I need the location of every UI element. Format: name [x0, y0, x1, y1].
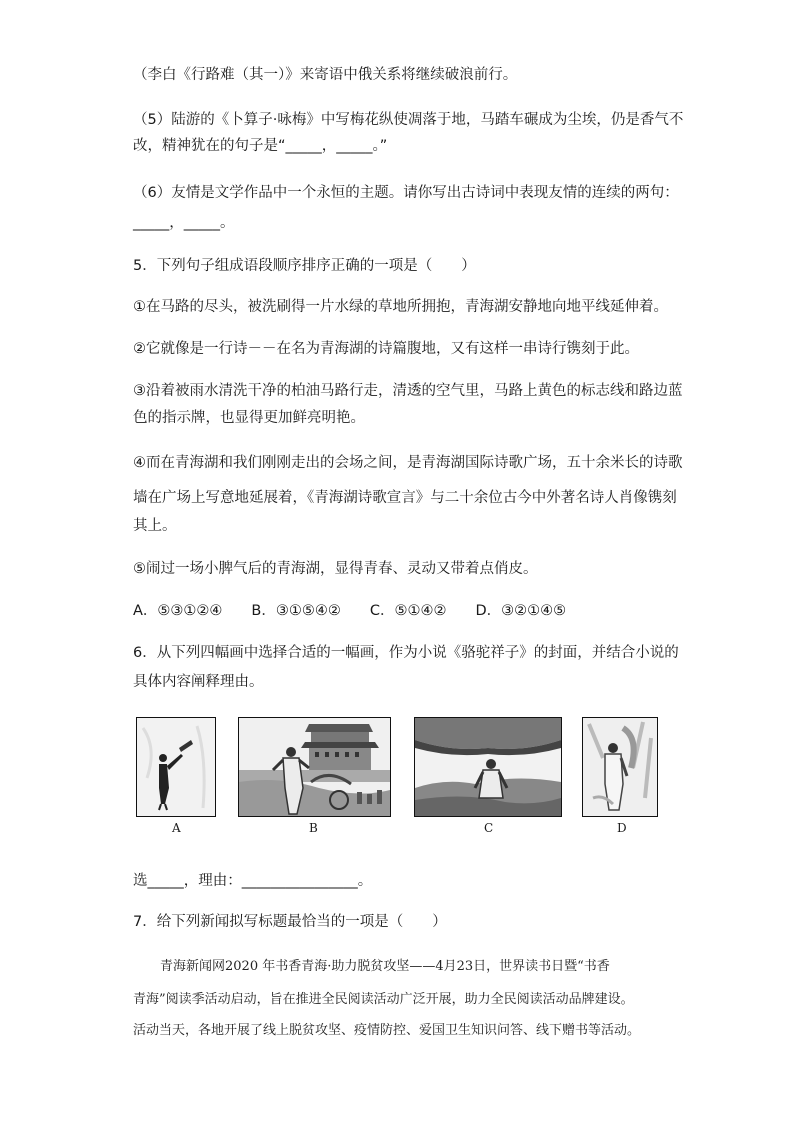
q5-options: A．⑤③①②④ B．③①⑤④② C．⑤①④② D．③②①④⑤ — [133, 603, 567, 619]
picture-c — [414, 717, 562, 817]
q4-6-line-2: _____，_____。 — [133, 215, 235, 231]
q5-sentence-4-line-3: 其上。 — [133, 518, 177, 534]
news-line-3: 活动当天，各地开展了线上脱贫攻坚、疫情防控、爱国卫生知识问答、线下赠书等活动。 — [133, 1023, 641, 1038]
q4-6-line-1: （6）友情是文学作品中一个永恒的主题。请你写出古诗词中表现友情的连续的两句： — [133, 185, 679, 201]
q6-stem-line-2: 具体内容阐释理由。 — [133, 674, 264, 690]
picture-a — [136, 717, 216, 817]
q5-sentence-4-line-1: ④而在青海湖和我们刚刚走出的会场之间，是青海湖国际诗歌广场，五十余米长的诗歌 — [133, 455, 683, 471]
q5-sentence-3-line-1: ③沿着被雨水清洗干净的柏油马路行走，清透的空气里，马路上黄色的标志线和路边蓝 — [133, 383, 683, 399]
picture-d-caption: D — [617, 821, 627, 835]
q5-sentence-1: ①在马路的尽头，被洗刷得一片水绿的草地所拥抱，青海湖安静地向地平线延伸着。 — [133, 299, 668, 315]
q5-sentence-4-line-2: 墙在广场上写意地延展着，《青海湖诗歌宣言》与二十余位古今中外著名诗人肖像镌刻 — [133, 490, 677, 506]
q6-answer-line: 选_____，理由：________________。 — [133, 873, 373, 889]
q5-sentence-5: ⑤闹过一场小脾气后的青海湖，显得青春、灵动又带着点俏皮。 — [133, 561, 538, 577]
poem-line-1: （李白《行路难（其一）》来寄语中俄关系将继续破浪前行。 — [133, 67, 518, 83]
q4-5-line-1: （5）陆游的《卜算子·咏梅》中写梅花纵使凋落于地，马踏车碾成为尘埃，仍是香气不 — [133, 112, 684, 128]
q6-stem-line-1: 6．从下列四幅画中选择合适的一幅画，作为小说《骆驼祥子》的封面，并结合小说的 — [133, 645, 679, 661]
q7-stem: 7．给下列新闻拟写标题最恰当的一项是（ ） — [133, 914, 447, 930]
news-line-2: 青海”阅读季活动启动，旨在推进全民阅读活动广泛开展，助力全民阅读活动品牌建设。 — [133, 992, 634, 1007]
q5-stem: 5．下列句子组成语段顺序排序正确的一项是（ ） — [133, 258, 476, 274]
picture-a-caption: A — [172, 821, 181, 835]
picture-b — [238, 717, 391, 817]
news-line-1: 青海新闻网2020 年书香青海·助力脱贫攻坚——4月23日，世界读书日暨“书香 — [160, 959, 610, 974]
q4-5-line-2: 改，精神犹在的句子是“_____，_____。” — [133, 138, 388, 154]
q5-sentence-2: ②它就像是一行诗－－在名为青海湖的诗篇腹地，又有这样一串诗行镌刻于此。 — [133, 341, 639, 357]
q5-sentence-3-line-2: 色的指示牌，也显得更加鲜亮明艳。 — [133, 410, 365, 426]
picture-c-caption: C — [484, 821, 494, 835]
picture-d — [582, 717, 658, 817]
picture-b-caption: B — [309, 821, 318, 835]
